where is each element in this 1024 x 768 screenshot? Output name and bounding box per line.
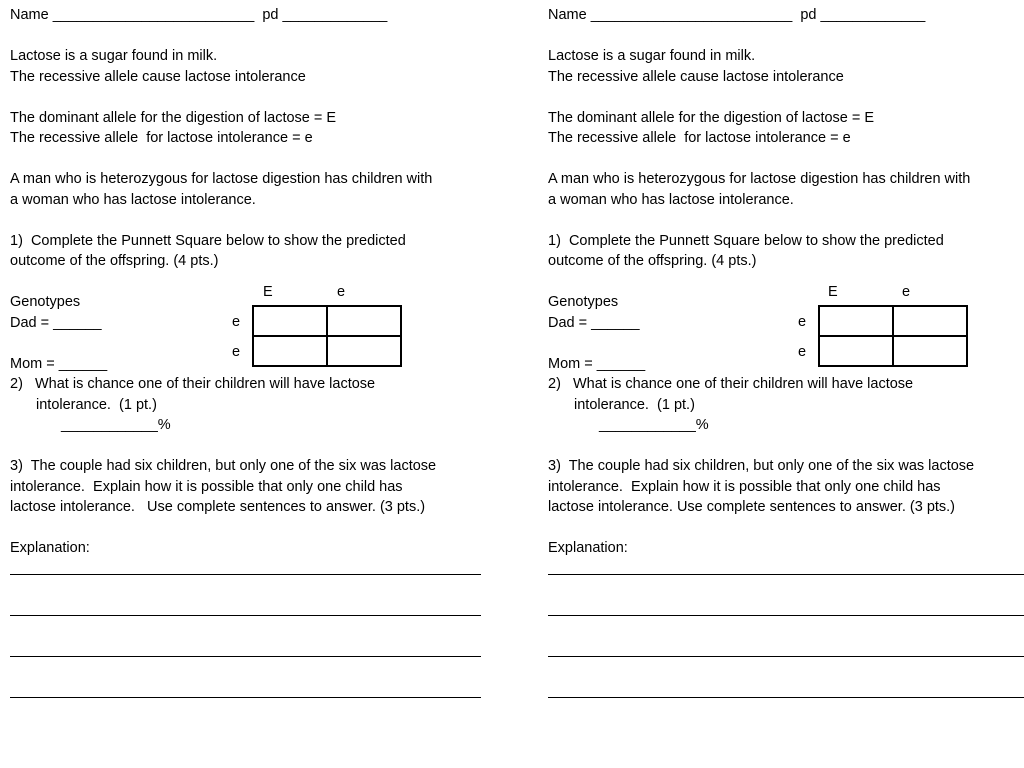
question-1-line-1: 1) Complete the Punnett Square below to show the predicted: [548, 232, 944, 249]
intro-line-2: The recessive allele cause lactose intolerance: [10, 68, 306, 85]
question-2-answer-blank: ____________%: [599, 417, 709, 433]
dominant-allele: The dominant allele for the digestion of lactose = E: [10, 109, 337, 126]
question-3-line-1: 3) The couple had six children, but only one of the six was lactose: [10, 458, 437, 474]
punnett-row-label: e: [232, 344, 241, 360]
punnett-col-label: e: [902, 284, 911, 300]
dad-genotype: Dad = ______: [10, 314, 102, 331]
name-line: Name _________________________ pd _____________: [548, 7, 926, 23]
punnett-cell[interactable]: [819, 306, 893, 336]
question-3-line-2: intolerance. Explain how it is possible that only one child has: [10, 478, 403, 495]
explanation-label: Explanation:: [548, 540, 628, 556]
scenario-line-1: A man who is heterozygous for lactose digestion has children with: [548, 171, 971, 187]
punnett-row-label: e: [798, 314, 807, 330]
punnett-row-label: e: [232, 314, 241, 330]
question-1-line-2: outcome of the offspring. (4 pts.): [548, 253, 757, 269]
recessive-allele: The recessive allele for lactose intolerance = e: [548, 130, 851, 146]
question-1-line-2: outcome of the offspring. (4 pts.): [10, 253, 219, 269]
question-3-line-3: lactose intolerance. Use complete sentences to answer. (3 pts.): [548, 499, 956, 515]
dominant-allele: The dominant allele for the digestion of lactose = E: [548, 109, 875, 126]
punnett-cell[interactable]: [819, 336, 893, 366]
answer-line: [10, 682, 480, 723]
punnett-col-label: e: [337, 284, 346, 300]
question-2-answer-blank: ____________%: [61, 417, 171, 433]
punnett-grid[interactable]: [818, 305, 968, 367]
worksheet-left: [10, 5, 480, 723]
genotypes-label: Genotypes: [10, 294, 81, 310]
question-2-line-1: 2) What is chance one of their children will have lactose: [10, 376, 376, 392]
answer-line: [548, 682, 1018, 723]
question-3-line-2: intolerance. Explain how it is possible that only one child has: [548, 478, 941, 495]
answer-line: [10, 600, 480, 641]
question-2-line-2: intolerance. (1 pt.): [36, 396, 157, 413]
mom-genotype: Mom = ______: [548, 355, 646, 372]
mom-genotype: Mom = ______: [10, 355, 108, 372]
scenario-line-1: A man who is heterozygous for lactose digestion has children with: [10, 171, 433, 187]
answer-line: [548, 600, 1018, 641]
answer-line: [548, 559, 1018, 600]
dad-genotype: Dad = ______: [548, 314, 640, 331]
punnett-grid[interactable]: [252, 305, 402, 367]
punnett-cell[interactable]: [893, 336, 967, 366]
answer-line: [10, 559, 480, 600]
punnett-cell[interactable]: [253, 306, 327, 336]
punnett-cell[interactable]: [253, 336, 327, 366]
answer-line: [10, 641, 480, 682]
recessive-allele: The recessive allele for lactose intolerance = e: [10, 130, 313, 146]
punnett-row-label: e: [798, 344, 807, 360]
punnett-cell[interactable]: [893, 306, 967, 336]
explanation-label: Explanation:: [10, 540, 90, 556]
punnett-col-label: E: [828, 284, 838, 300]
question-3-line-3: lactose intolerance. Use complete sentences to answer. (3 pts.): [10, 499, 426, 515]
punnett-cell[interactable]: [327, 336, 401, 366]
punnett-col-label: E: [263, 284, 273, 300]
intro-line-1: Lactose is a sugar found in milk.: [548, 48, 756, 64]
genotypes-section: [548, 284, 1018, 374]
question-2-line-2: intolerance. (1 pt.): [574, 396, 695, 413]
scenario-line-2: a woman who has lactose intolerance.: [10, 191, 256, 208]
worksheet-right: [548, 5, 1018, 723]
name-line: Name _________________________ pd _____________: [10, 7, 388, 23]
question-2-line-1: 2) What is chance one of their children will have lactose: [548, 376, 914, 392]
intro-line-2: The recessive allele cause lactose intolerance: [548, 68, 844, 85]
intro-line-1: Lactose is a sugar found in milk.: [10, 48, 218, 64]
punnett-cell[interactable]: [327, 306, 401, 336]
genotypes-label: Genotypes: [548, 294, 619, 310]
question-1-line-1: 1) Complete the Punnett Square below to show the predicted: [10, 232, 406, 249]
answer-line: [548, 641, 1018, 682]
genotypes-section: [10, 284, 480, 374]
question-3-line-1: 3) The couple had six children, but only one of the six was lactose: [548, 458, 975, 474]
scenario-line-2: a woman who has lactose intolerance.: [548, 191, 794, 208]
